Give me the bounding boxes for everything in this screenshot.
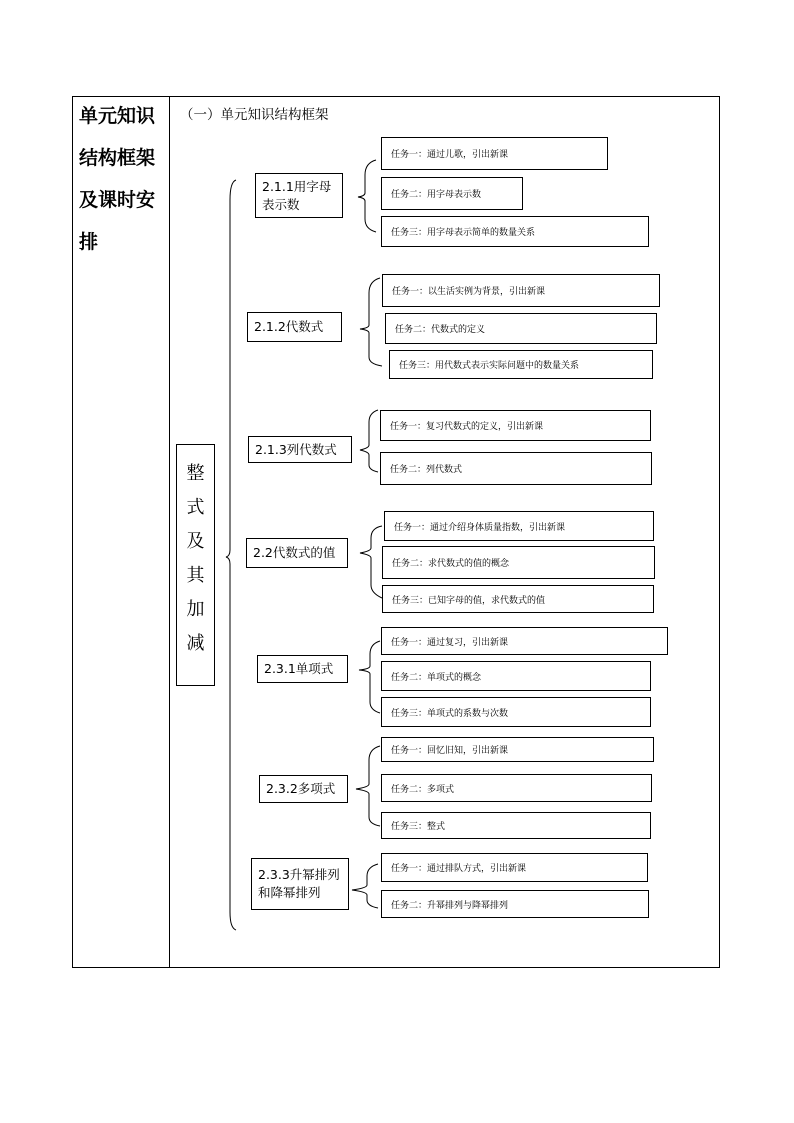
root-char: 式 [186, 497, 205, 518]
section-label: 2.3.3升幂排列和降幂排列 [258, 867, 340, 900]
task-box: 任务三：已知字母的值，求代数式的值 [382, 585, 654, 613]
section-brace [360, 278, 382, 366]
task-box: 任务一：通过排队方式，引出新课 [381, 853, 648, 882]
task-box: 任务一：通过儿歌，引出新课 [381, 137, 608, 170]
task-box: 任务一：以生活实例为背景，引出新课 [382, 274, 660, 307]
section-node [259, 775, 348, 803]
task-box: 任务二：单项式的概念 [381, 661, 651, 691]
task-box: 任务二：求代数式的值的概念 [382, 546, 655, 579]
section-brace [352, 864, 378, 908]
section-brace [359, 641, 380, 713]
task-box: 任务三：用代数式表示实际问题中的数量关系 [389, 350, 653, 379]
task-box: 任务二：多项式 [381, 774, 652, 802]
section-brace [358, 160, 376, 232]
section-brace [360, 526, 382, 598]
section-node [251, 858, 349, 910]
row-title-line: 结构框架 [79, 147, 156, 169]
section-heading: （一）单元知识结构框架 [180, 107, 329, 123]
task-box: 任务二：升幂排列与降幂排列 [381, 890, 649, 918]
task-box: 任务一：通过复习，引出新课 [381, 627, 668, 655]
section-label: 2.3.1单项式 [264, 661, 334, 676]
task-box: 任务三：单项式的系数与次数 [381, 697, 651, 727]
root-char: 加 [186, 599, 205, 620]
task-box: 任务一：通过介绍身体质量指数，引出新课 [384, 511, 654, 541]
root-char: 减 [186, 633, 205, 654]
task-box: 任务一：回忆旧知，引出新课 [381, 737, 654, 762]
task-box: 任务二：用字母表示数 [381, 177, 523, 210]
root-char: 及 [186, 531, 205, 552]
row-title-line: 排 [79, 231, 99, 253]
task-box: 任务三：整式 [381, 812, 651, 839]
section-label: 2.2代数式的值 [253, 545, 336, 560]
section-label: 2.1.1用字母表示数 [262, 178, 332, 212]
task-box: 任务三：用字母表示简单的数量关系 [381, 216, 649, 247]
task-box: 任务二：代数式的定义 [385, 313, 657, 344]
section-node [247, 312, 342, 342]
task-box: 任务一：复习代数式的定义，引出新课 [380, 410, 651, 441]
task-box: 任务二：列代数式 [380, 452, 652, 485]
root-topic-box [176, 444, 215, 686]
root-char: 其 [186, 565, 205, 586]
main-brace [226, 180, 236, 930]
section-node [257, 655, 348, 683]
section-brace [360, 410, 378, 472]
section-node [246, 538, 348, 568]
section-label: 2.1.2代数式 [254, 319, 324, 334]
section-brace [356, 746, 380, 826]
section-label: 2.3.2多项式 [266, 781, 336, 796]
section-node [248, 436, 352, 463]
root-char: 整 [186, 463, 205, 484]
section-node [255, 173, 343, 218]
section-label: 2.1.3列代数式 [255, 441, 337, 457]
row-title-line: 单元知识 [79, 105, 156, 127]
row-title-line: 及课时安 [79, 189, 156, 211]
